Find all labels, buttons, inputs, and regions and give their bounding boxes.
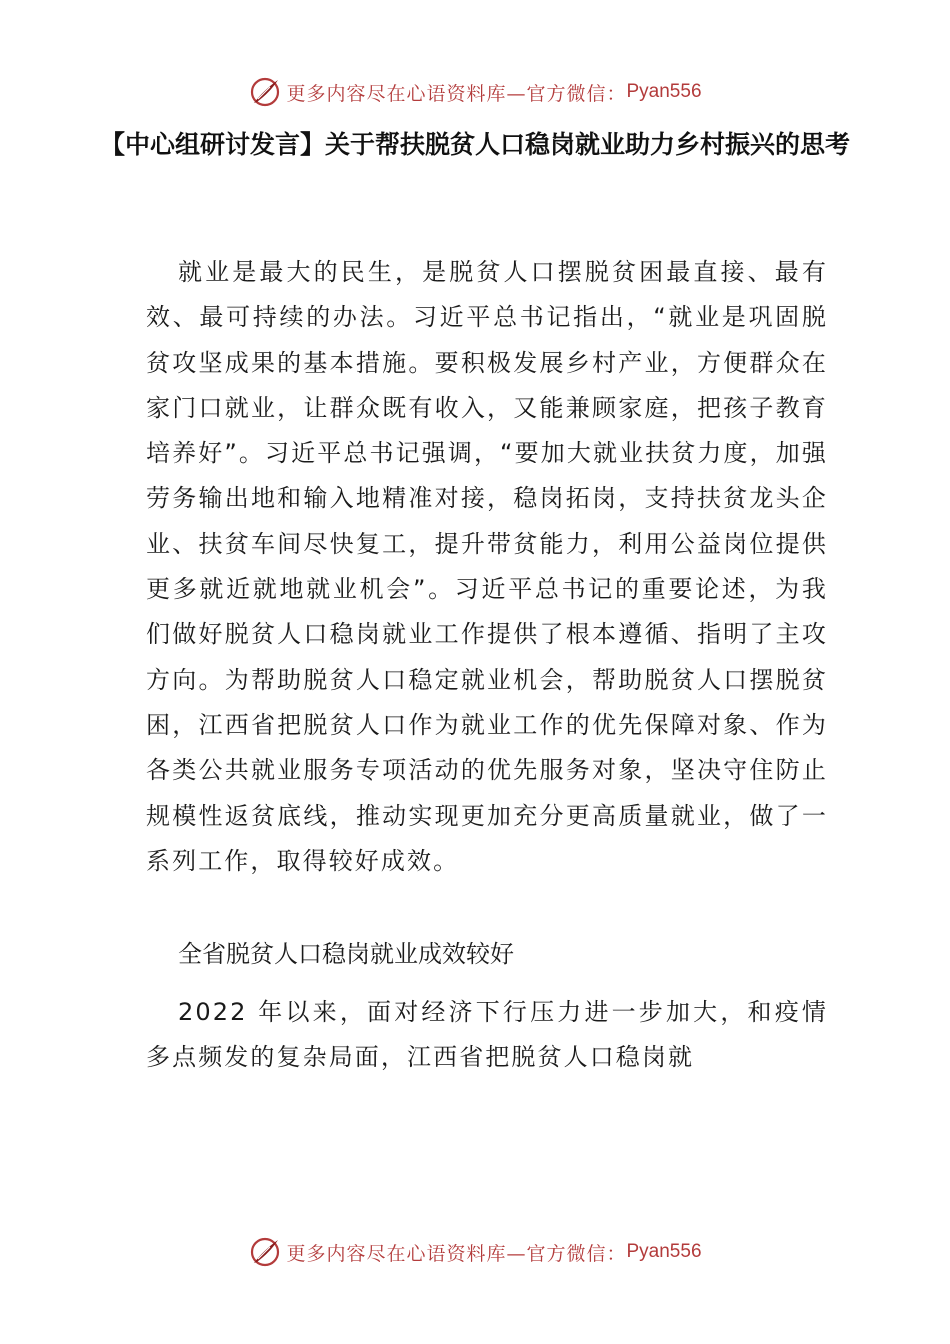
quill-logo-icon <box>248 75 282 109</box>
watermark-text: 更多内容尽在心语资料库—官方微信： <box>286 82 627 105</box>
watermark-footer <box>0 1232 950 1272</box>
watermark-wechat-id: Pyan556 <box>626 81 702 102</box>
paragraph-second: 2022 年以来，面对经济下行压力进一步加大，和疫情多点频发的复杂局面，江西省把脱贫人口稳岗就 <box>146 998 828 1072</box>
document-title: 【中心组研讨发言】关于帮扶脱贫人口稳岗就业助力乡村振兴的思考 <box>100 130 851 159</box>
paragraph-intro: 就业是最大的民生，是脱贫人口摆脱贫困最直接、最有效、最可持续的办法。习近平总书记指出，“就业是巩固脱贫攻坚成果的基本措施。要积极发展乡村产业，方便群众在家门口就业，让群众既有收入，又能兼顾家庭，把孩子教育培养好”。习近平总书记强调，“要加大就业扶贫力度，加强劳务输出地和输入地精准对接，稳岗拓岗，支持扶贫龙头企业、扶贫车间尽快复工，提升带贫能力，利用公益岗位提供更多就近就地就业机会”。习近平总书记的重要论述，为我们做好脱贫人口稳岗就业工作提供了根本遵循、指明了主攻方向。为帮助脱贫人口稳定就业机会，帮助脱贫人口摆脱贫困，江西省把脱贫人口作为就业工作的优先保障对象、作为各类公共就业服务专项活动的优先服务对象，坚决守住防止规模性返贫底线，推动实现更加充分更高质量就业，做了一系列工作，取得较好成效。 <box>146 258 828 875</box>
section-heading: 全省脱贫人口稳岗就业成效较好 <box>178 940 514 968</box>
watermark-header <box>0 72 950 112</box>
watermark-text: 更多内容尽在心语资料库—官方微信： <box>286 1242 627 1265</box>
watermark-wechat-id: Pyan556 <box>626 1241 702 1262</box>
quill-logo-icon <box>248 1235 282 1269</box>
document-body <box>146 250 828 884</box>
